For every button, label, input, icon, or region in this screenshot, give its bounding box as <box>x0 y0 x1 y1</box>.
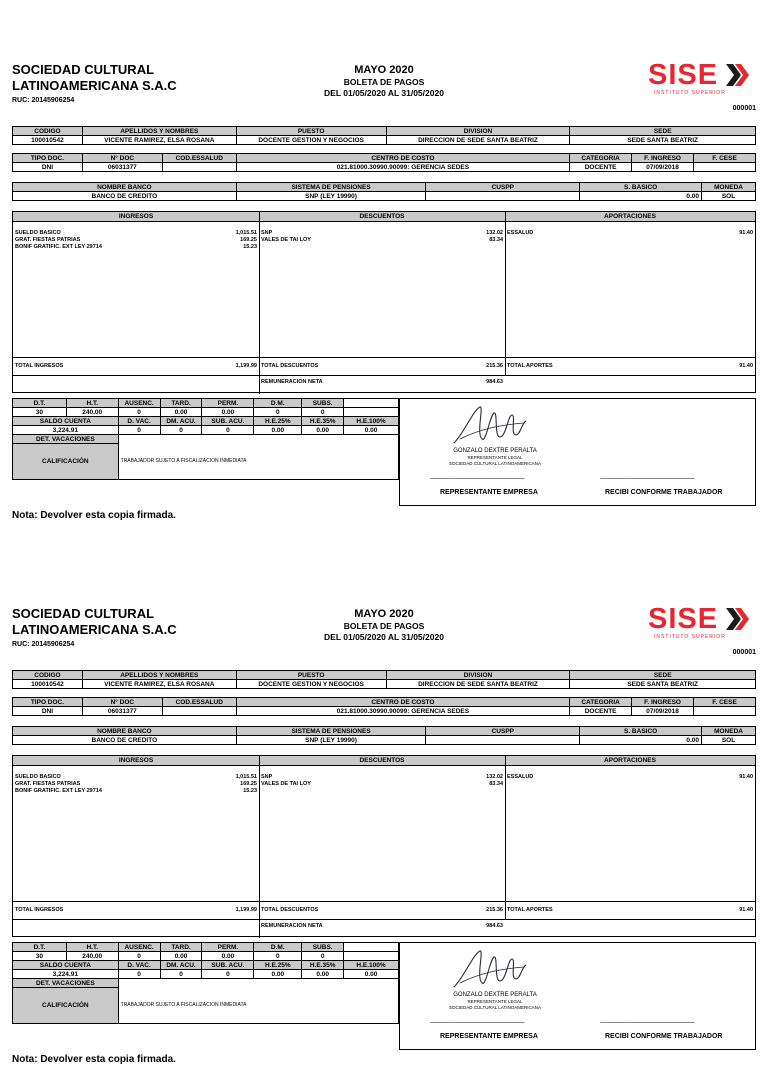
empty-cell <box>344 952 399 961</box>
descuento-amount: 83.34 <box>489 781 503 787</box>
total-descuentos-amount: 215.36 <box>486 907 503 913</box>
ingreso-amount: 169.25 <box>240 781 257 787</box>
document-number: 000001 <box>732 105 756 112</box>
header-cell: F. CESE <box>694 154 756 163</box>
employee-division: DIRECCION DE SEDE SANTA BEATRIZ <box>386 680 570 689</box>
aportacion-amount: 91.40 <box>739 774 753 780</box>
total-aportes-label: TOTAL APORTES <box>507 363 553 369</box>
rating-label: CALIFICACIÓN <box>13 988 119 1024</box>
header-cell: F. INGRESO <box>632 154 694 163</box>
document-info-table <box>12 697 756 716</box>
empty-cell <box>344 943 399 952</box>
header-cell: N° DOC <box>82 154 162 163</box>
ruc-number: RUC: 20145906254 <box>12 97 75 104</box>
basic-salary: 0.00 <box>580 192 702 201</box>
descuento-label: VALES DE TAI LOY <box>261 781 311 787</box>
net-pay-label: REMUNERACION NETA <box>261 379 323 385</box>
descuentos-header: DESCUENTOS <box>259 756 505 766</box>
header-cell: CATEGORIA <box>570 698 632 707</box>
header-cell: SEDE <box>570 671 756 680</box>
descuento-amount: 132.02 <box>486 774 503 780</box>
aportacion-label: ESSALUD <box>507 774 534 780</box>
header-cell: CATEGORIA <box>570 154 632 163</box>
company-signature-caption: REPRESENTANTE EMPRESA <box>440 1033 538 1040</box>
header-cell: D.M. <box>254 943 302 952</box>
total-descuentos-amount: 215.36 <box>486 363 503 369</box>
doc-number: 06031377 <box>82 707 162 716</box>
ingreso-label: SUELDO BASICO <box>15 230 61 236</box>
total-ingresos-amount: 1,199.99 <box>235 363 257 369</box>
vacation-details-value <box>118 435 398 444</box>
header-cell: CODIGO <box>13 127 83 136</box>
header-cell: H.E.25% <box>254 417 302 426</box>
header-cell: MONEDA <box>702 727 756 736</box>
header-cell: DIVISION <box>386 127 570 136</box>
document-info-values <box>13 163 756 172</box>
vacation-days: 0 <box>118 970 160 979</box>
header-cell: H.E.100% <box>344 417 399 426</box>
header-cell: H.E.100% <box>344 961 399 970</box>
header-cell: CENTRO DE COSTO <box>236 154 569 163</box>
ingreso-amount: 1,015.51 <box>235 230 257 236</box>
payslip-copy-2 <box>0 544 768 1084</box>
ingresos-header: INGRESOS <box>13 212 259 222</box>
header-cell: AUSENC. <box>118 399 160 408</box>
sise-logo <box>648 60 752 100</box>
total-aportes-label: TOTAL APORTES <box>507 907 553 913</box>
overtime-100: 0.00 <box>344 426 399 435</box>
employee-code: 100010542 <box>13 680 83 689</box>
descuento-label: SNP <box>261 230 273 236</box>
descuento-label: VALES DE TAI LOY <box>261 237 311 243</box>
signer-role: REPRESENTANTE LEGAL <box>467 455 523 460</box>
aportaciones-header: APORTACIONES <box>505 212 755 222</box>
pension-system: SNP (LEY 19990) <box>236 736 426 745</box>
signature-line-company: --------------------------------------------------------------- <box>430 1020 525 1026</box>
balance-header <box>13 417 399 426</box>
header-cell: SUB. ACU. <box>202 961 254 970</box>
ingreso-label: BONIF GRATIFIC. EXT LEY 29714 <box>15 244 102 250</box>
header-cell: D.T. <box>13 943 67 952</box>
rating-row <box>13 988 399 1024</box>
absences: 0 <box>118 408 160 417</box>
ruc-number: RUC: 20145906254 <box>12 641 75 648</box>
header-cell: APELLIDOS Y NOMBRES <box>82 127 236 136</box>
header-cell: SISTEMA DE PENSIONES <box>236 727 426 736</box>
payslip-copy-1 <box>0 0 768 540</box>
totals-divider <box>13 357 755 358</box>
header-cell: H.E.35% <box>302 961 344 970</box>
hire-date: 07/09/2018 <box>632 163 694 172</box>
header-cell: SUBS. <box>302 399 344 408</box>
header-cell: SEDE <box>570 127 756 136</box>
employee-code: 100010542 <box>13 136 83 145</box>
header-cell: SUBS. <box>302 943 344 952</box>
attendance-table <box>12 398 399 480</box>
pay-month: MAYO 2020 <box>354 608 414 620</box>
attendance-values <box>13 952 399 961</box>
bank-info-header <box>13 183 756 192</box>
company-name: SOCIEDAD CULTURAL LATINOAMERICANA S.A.C <box>12 62 177 93</box>
header-cell: DM. ACU. <box>160 417 202 426</box>
header-cell: CUSPP <box>426 183 580 192</box>
total-descuentos-label: TOTAL DESCUENTOS <box>261 363 319 369</box>
logo-tagline: INSTITUTO SUPERIOR <box>654 634 726 640</box>
bank-info-values <box>13 192 756 201</box>
net-pay-amount: 984.63 <box>486 923 503 929</box>
signature-box <box>399 942 756 1050</box>
header-cell: D.M. <box>254 399 302 408</box>
company-signature-caption: REPRESENTANTE EMPRESA <box>440 489 538 496</box>
signer-name: GONZALO DEXTRE PERALTA <box>453 448 537 454</box>
signature-scribble-icon <box>450 403 530 447</box>
descuentos-header: DESCUENTOS <box>259 212 505 222</box>
signer-name: GONZALO DEXTRE PERALTA <box>453 992 537 998</box>
total-aportes-amount: 91.40 <box>739 907 753 913</box>
header-cell: MONEDA <box>702 183 756 192</box>
essalud-code <box>162 163 236 172</box>
balance-values <box>13 970 399 979</box>
header-cell: COD.ESSALUD <box>162 154 236 163</box>
total-aportes-amount: 91.40 <box>739 363 753 369</box>
header-cell: NOMBRE BANCO <box>13 183 237 192</box>
category: DOCENTE <box>570 163 632 172</box>
termination-date <box>694 707 756 716</box>
permits: 0.00 <box>202 408 254 417</box>
header-cell: CENTRO DE COSTO <box>236 698 569 707</box>
attendance-values <box>13 408 399 417</box>
days-worked: 30 <box>13 408 67 417</box>
header-cell: PUESTO <box>236 127 386 136</box>
logo-tagline: INSTITUTO SUPERIOR <box>654 90 726 96</box>
signer-organization: SOCIEDAD CULTURAL LATINOAMERICANA <box>449 1005 541 1010</box>
overtime-25: 0.00 <box>254 970 302 979</box>
company-name: SOCIEDAD CULTURAL LATINOAMERICANA S.A.C <box>12 606 177 637</box>
account-balance: 3,224.91 <box>13 970 119 979</box>
total-ingresos-amount: 1,199.99 <box>235 907 257 913</box>
overtime-100: 0.00 <box>344 970 399 979</box>
cost-center: 021.81000.30990.90099: GERENCIA SEDES <box>236 707 569 716</box>
pay-period: DEL 01/05/2020 AL 31/05/2020 <box>324 88 444 98</box>
employee-name: VICENTE RAMIREZ, ELSA ROSANA <box>82 680 236 689</box>
header-cell: H.E.35% <box>302 417 344 426</box>
ingresos-header: INGRESOS <box>13 756 259 766</box>
hire-date: 07/09/2018 <box>632 707 694 716</box>
employee-site: SEDE SANTA BEATRIZ <box>570 136 756 145</box>
empty-cell <box>344 408 399 417</box>
cost-center: 021.81000.30990.90099: GERENCIA SEDES <box>236 163 569 172</box>
ingreso-label: GRAT. FIESTAS PATRIAS <box>15 781 81 787</box>
doc-type: DNI <box>13 163 83 172</box>
return-note: Nota: Devolver esta copia firmada. <box>12 1054 176 1065</box>
rating-label: CALIFICACIÓN <box>13 444 119 480</box>
vacation-details-label: DET. VACACIONES <box>13 979 119 988</box>
employee-division: DIRECCION DE SEDE SANTA BEATRIZ <box>386 136 570 145</box>
document-heading <box>300 608 468 643</box>
pension-system: SNP (LEY 19990) <box>236 192 426 201</box>
signature-line-worker: --------------------------------------------------------------- <box>600 476 695 482</box>
doc-type: DNI <box>13 707 83 716</box>
attendance-table <box>12 942 399 1024</box>
termination-date <box>694 163 756 172</box>
header-cell: SISTEMA DE PENSIONES <box>236 183 426 192</box>
rating-text: TRABAJADOR SUJETO A FISCALIZACION INMEDIATA <box>118 988 398 1024</box>
attendance-header <box>13 399 399 408</box>
ingreso-amount: 15.23 <box>243 244 257 250</box>
aportacion-label: ESSALUD <box>507 230 534 236</box>
attendance-header <box>13 943 399 952</box>
overtime-35: 0.00 <box>302 426 344 435</box>
header-cell: APELLIDOS Y NOMBRES <box>82 671 236 680</box>
bank-info-header <box>13 727 756 736</box>
header-cell: S. BASICO <box>580 183 702 192</box>
ingreso-amount: 1,015.51 <box>235 774 257 780</box>
header-cell: D. VAC. <box>118 961 160 970</box>
header-cell: DIVISION <box>386 671 570 680</box>
category: DOCENTE <box>570 707 632 716</box>
document-type: BOLETA DE PAGOS <box>343 77 425 87</box>
employee-info-table <box>12 670 756 689</box>
earnings-deductions-box <box>12 211 756 393</box>
employee-info-values <box>13 136 756 145</box>
medical-days: 0 <box>254 952 302 961</box>
document-info-table <box>12 153 756 172</box>
net-pay-amount: 984.63 <box>486 379 503 385</box>
column-divider <box>259 756 260 938</box>
bank-info-table <box>12 726 756 745</box>
accumulated-subsidies: 0 <box>202 426 254 435</box>
worker-signature-caption: RECIBI CONFORME TRABAJADOR <box>605 1033 723 1040</box>
employee-info-header <box>13 671 756 680</box>
document-info-header <box>13 154 756 163</box>
header-cell: AUSENC. <box>118 943 160 952</box>
header-cell: D.T. <box>13 399 67 408</box>
earnings-deductions-box <box>12 755 756 937</box>
logo-chevrons-icon <box>726 608 750 630</box>
vacation-row <box>13 979 399 988</box>
header-cell: D. VAC. <box>118 417 160 426</box>
sise-logo <box>648 604 752 644</box>
ingreso-label: SUELDO BASICO <box>15 774 61 780</box>
vacation-row <box>13 435 399 444</box>
pay-period: DEL 01/05/2020 AL 31/05/2020 <box>324 632 444 642</box>
header-cell: CODIGO <box>13 671 83 680</box>
accumulated-medical: 0 <box>160 970 202 979</box>
employee-site: SEDE SANTA BEATRIZ <box>570 680 756 689</box>
document-info-header <box>13 698 756 707</box>
balance-header <box>13 961 399 970</box>
signer-organization: SOCIEDAD CULTURAL LATINOAMERICANA <box>449 461 541 466</box>
descuento-amount: 132.02 <box>486 230 503 236</box>
signature-box <box>399 398 756 506</box>
aportaciones-header: APORTACIONES <box>505 756 755 766</box>
descuento-amount: 83.34 <box>489 237 503 243</box>
total-ingresos-label: TOTAL INGRESOS <box>15 363 64 369</box>
column-divider <box>259 212 260 394</box>
employee-info-values <box>13 680 756 689</box>
header-cell: NOMBRE BANCO <box>13 727 237 736</box>
bank-info-values <box>13 736 756 745</box>
total-ingresos-label: TOTAL INGRESOS <box>15 907 64 913</box>
cuspp <box>426 192 580 201</box>
ingreso-label: GRAT. FIESTAS PATRIAS <box>15 237 81 243</box>
doc-number: 06031377 <box>82 163 162 172</box>
medical-days: 0 <box>254 408 302 417</box>
ingreso-label: BONIF GRATIFIC. EXT LEY 29714 <box>15 788 102 794</box>
signature-line-company: --------------------------------------------------------------- <box>430 476 525 482</box>
employee-name: VICENTE RAMIREZ, ELSA ROSANA <box>82 136 236 145</box>
column-divider <box>505 212 506 375</box>
descuento-label: SNP <box>261 774 273 780</box>
header-cell: H.T. <box>66 399 118 408</box>
header-cell: SALDO CUENTA <box>13 961 119 970</box>
employee-position: DOCENTE GESTION Y NEGOCIOS <box>236 136 386 145</box>
cuspp <box>426 736 580 745</box>
document-type: BOLETA DE PAGOS <box>343 621 425 631</box>
header-cell: F. CESE <box>694 698 756 707</box>
header-cell: PERM. <box>202 399 254 408</box>
header-cell: SALDO CUENTA <box>13 417 119 426</box>
bank-info-table <box>12 182 756 201</box>
hours-worked: 240.00 <box>66 952 118 961</box>
header-cell: SUB. ACU. <box>202 417 254 426</box>
hours-worked: 240.00 <box>66 408 118 417</box>
employee-info-header <box>13 127 756 136</box>
employee-info-table <box>12 126 756 145</box>
header-cell: DM. ACU. <box>160 961 202 970</box>
header-cell: H.E.25% <box>254 961 302 970</box>
days-worked: 30 <box>13 952 67 961</box>
document-number: 000001 <box>732 649 756 656</box>
document-heading <box>300 64 468 99</box>
net-pay-label: REMUNERACION NETA <box>261 923 323 929</box>
overtime-25: 0.00 <box>254 426 302 435</box>
currency: SOL <box>702 192 756 201</box>
overtime-35: 0.00 <box>302 970 344 979</box>
net-divider <box>13 375 755 376</box>
header-cell: TIPO DOC. <box>13 698 83 707</box>
accumulated-medical: 0 <box>160 426 202 435</box>
signature-line-worker: --------------------------------------------------------------- <box>600 1020 695 1026</box>
column-divider <box>505 756 506 919</box>
rating-text: TRABAJADOR SUJETO A FISCALIZACION INMEDIATA <box>118 444 398 480</box>
total-descuentos-label: TOTAL DESCUENTOS <box>261 907 319 913</box>
rating-row <box>13 444 399 480</box>
signer-role: REPRESENTANTE LEGAL <box>467 999 523 1004</box>
document-info-values <box>13 707 756 716</box>
accumulated-subsidies: 0 <box>202 970 254 979</box>
account-balance: 3,224.91 <box>13 426 119 435</box>
tardiness: 0.00 <box>160 408 202 417</box>
currency: SOL <box>702 736 756 745</box>
tardiness: 0.00 <box>160 952 202 961</box>
employee-position: DOCENTE GESTION Y NEGOCIOS <box>236 680 386 689</box>
essalud-code <box>162 707 236 716</box>
bank-name: BANCO DE CREDITO <box>13 736 237 745</box>
vacation-details-value <box>118 979 398 988</box>
header-cell: PUESTO <box>236 671 386 680</box>
header-cell: COD.ESSALUD <box>162 698 236 707</box>
net-divider <box>13 919 755 920</box>
ingreso-amount: 15.23 <box>243 788 257 794</box>
aportacion-amount: 91.40 <box>739 230 753 236</box>
vacation-days: 0 <box>118 426 160 435</box>
signature-scribble-icon <box>450 947 530 991</box>
subsidies: 0 <box>302 952 344 961</box>
header-cell: F. INGRESO <box>632 698 694 707</box>
bank-name: BANCO DE CREDITO <box>13 192 237 201</box>
header-cell: N° DOC <box>82 698 162 707</box>
header-cell: H.T. <box>66 943 118 952</box>
logo-chevrons-icon <box>726 64 750 86</box>
logo-wordmark: SISE <box>648 59 719 91</box>
absences: 0 <box>118 952 160 961</box>
pay-month: MAYO 2020 <box>354 64 414 76</box>
logo-wordmark: SISE <box>648 603 719 635</box>
subsidies: 0 <box>302 408 344 417</box>
permits: 0.00 <box>202 952 254 961</box>
worker-signature-caption: RECIBI CONFORME TRABAJADOR <box>605 489 723 496</box>
totals-divider <box>13 901 755 902</box>
header-cell: CUSPP <box>426 727 580 736</box>
header-cell: PERM. <box>202 943 254 952</box>
header-cell: TARD. <box>160 943 202 952</box>
header-cell: TARD. <box>160 399 202 408</box>
empty-cell <box>344 399 399 408</box>
ingreso-amount: 169.25 <box>240 237 257 243</box>
header-cell: S. BASICO <box>580 727 702 736</box>
vacation-details-label: DET. VACACIONES <box>13 435 119 444</box>
header-cell: TIPO DOC. <box>13 154 83 163</box>
return-note: Nota: Devolver esta copia firmada. <box>12 510 176 521</box>
balance-values <box>13 426 399 435</box>
basic-salary: 0.00 <box>580 736 702 745</box>
